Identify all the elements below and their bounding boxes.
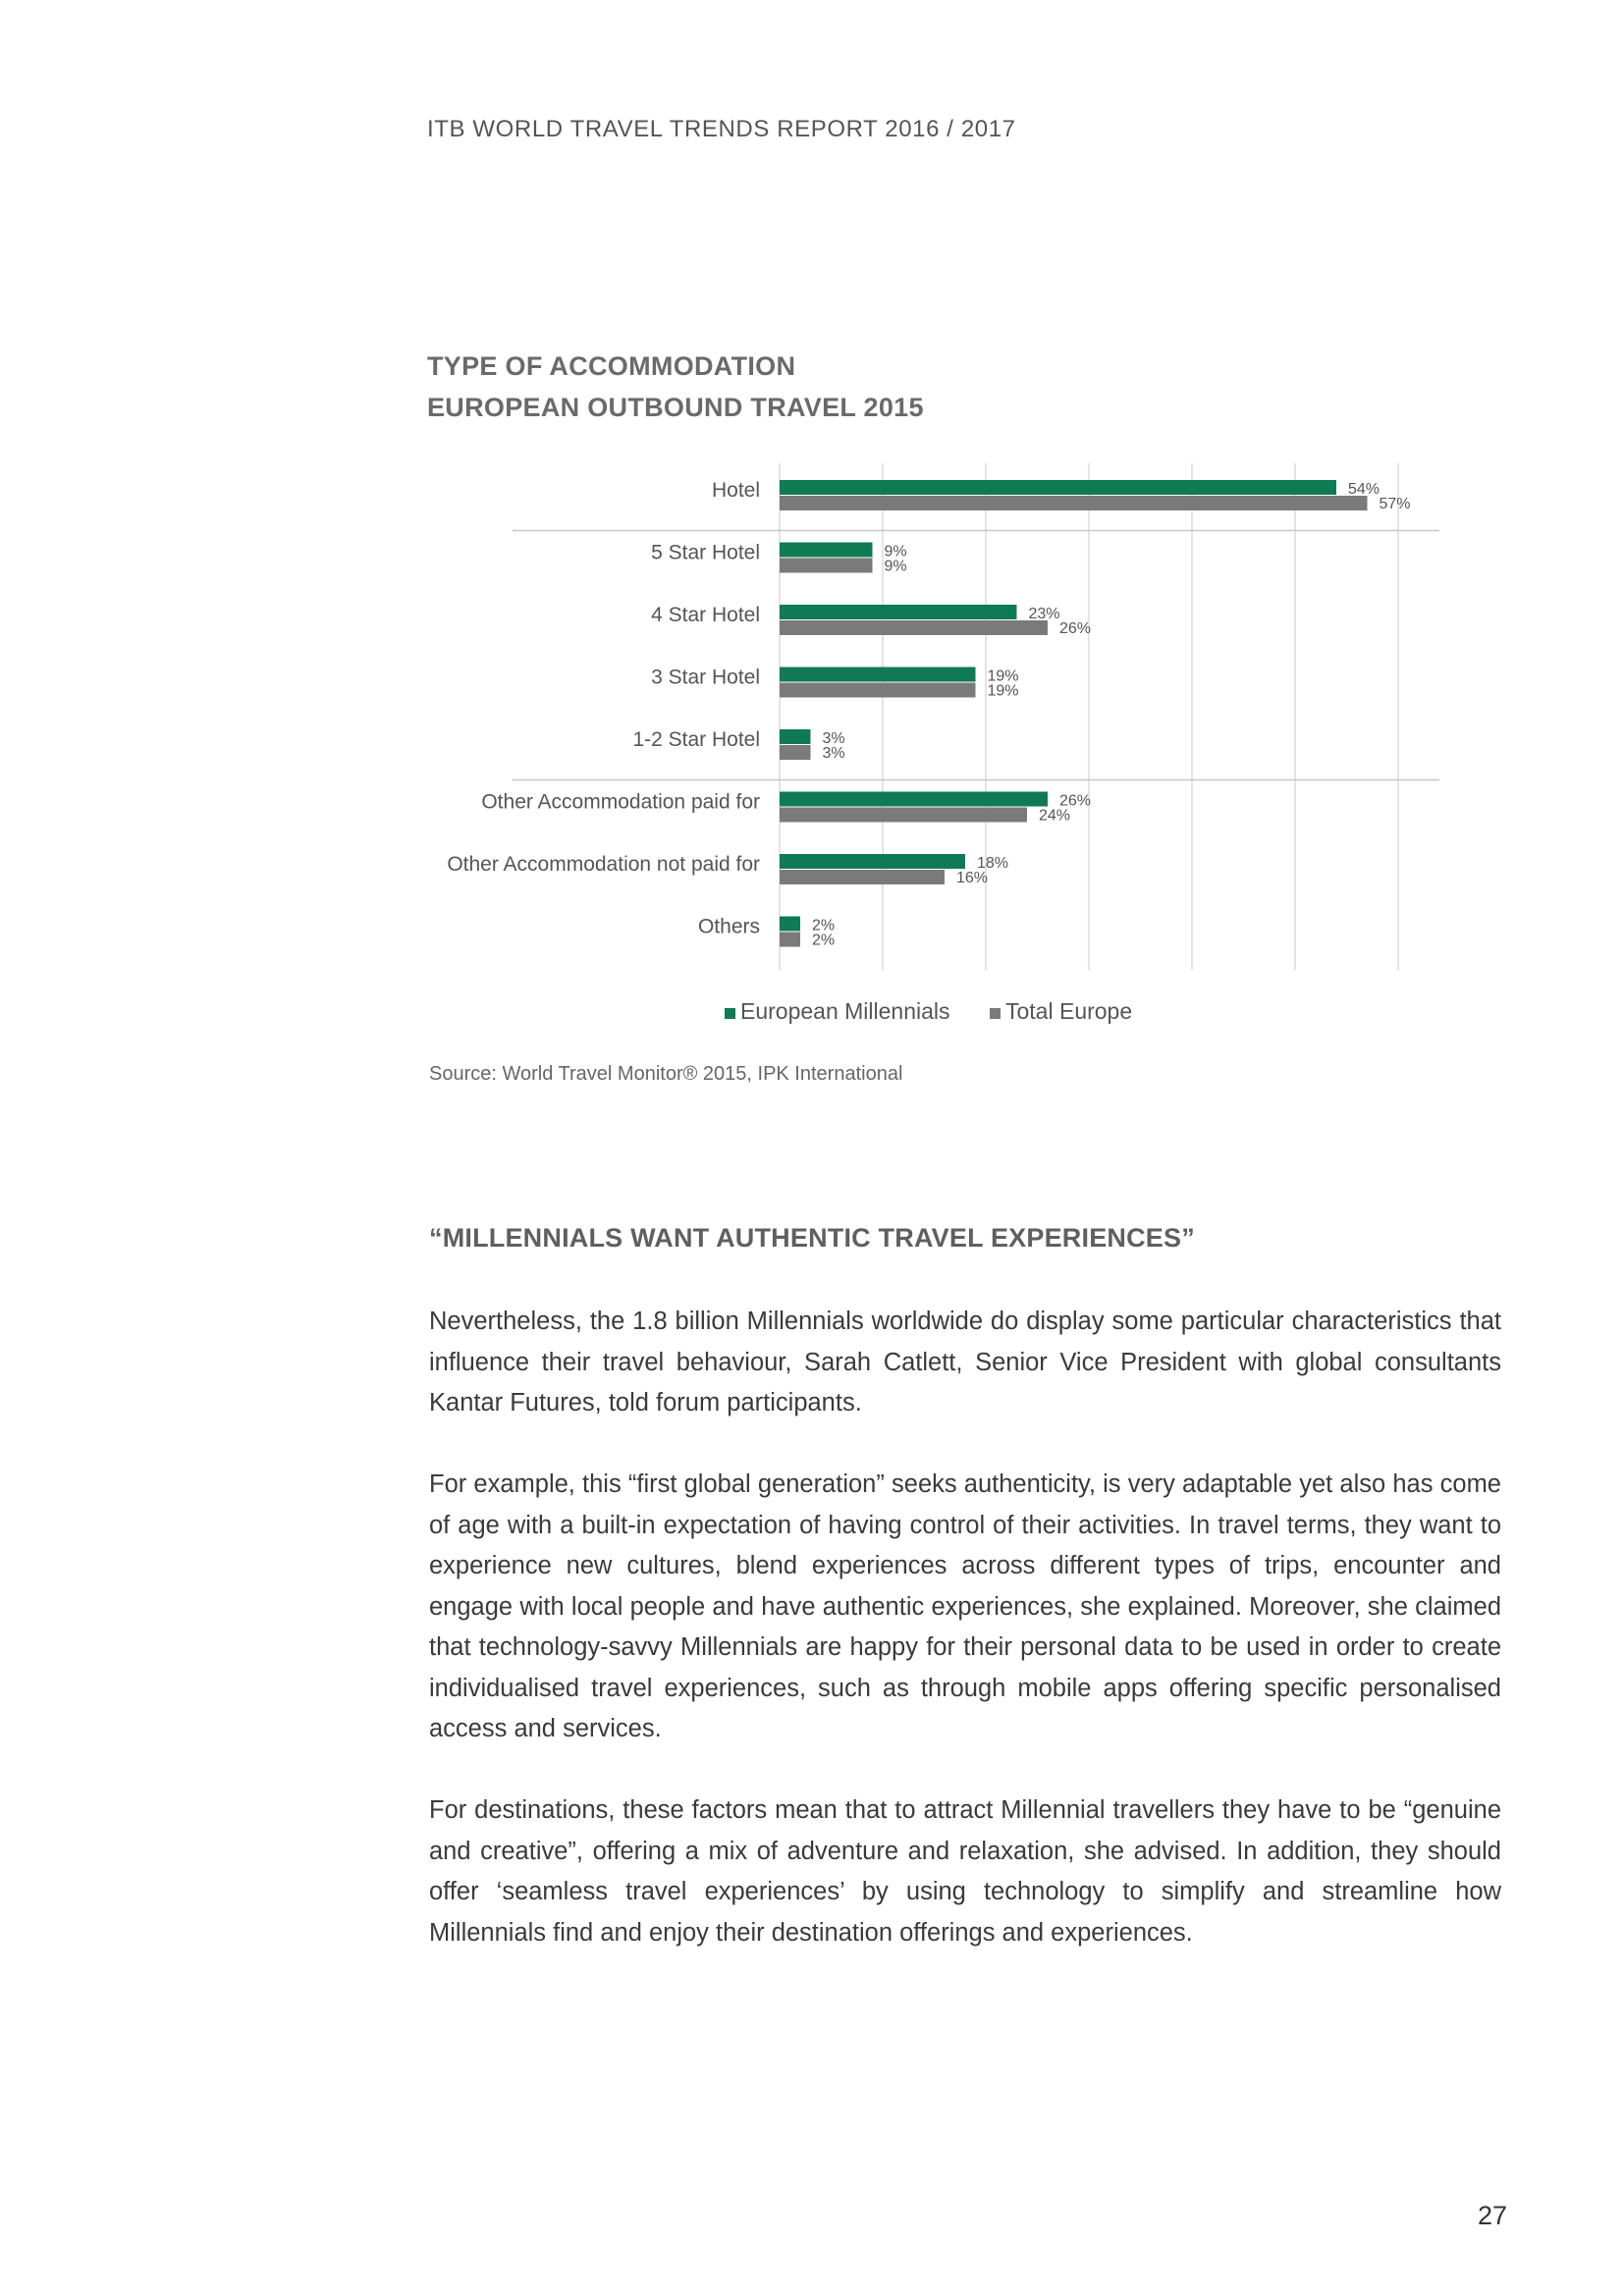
bar-european-millennials [780, 480, 1336, 495]
legend-swatch-total-europe [990, 1008, 1001, 1019]
value-label-total-europe: 2% [812, 932, 836, 949]
value-label-european-millennials: 26% [1059, 792, 1092, 810]
value-label-european-millennials: 3% [822, 730, 845, 747]
legend-label-european-millennials: European Millennials [740, 998, 950, 1024]
chart-source: Source: World Travel Monitor® 2015, IPK International [429, 1063, 903, 1085]
value-label-european-millennials: 54% [1348, 481, 1380, 498]
bar-total-europe [780, 559, 873, 573]
chart-title-line-2: EUROPEAN OUTBOUND TRAVEL 2015 [427, 393, 924, 422]
value-label-total-europe: 26% [1059, 620, 1092, 637]
bar-total-europe [780, 683, 976, 698]
value-label-total-europe: 9% [884, 558, 907, 575]
bar-total-europe [780, 745, 811, 760]
category-label: 5 Star Hotel [651, 541, 760, 564]
category-label: Others [697, 915, 760, 938]
value-label-total-europe: 16% [956, 870, 989, 886]
value-label-total-europe: 24% [1039, 807, 1071, 825]
bar-european-millennials [780, 792, 1048, 807]
bar-european-millennials [780, 854, 965, 869]
accommodation-bar-chart [422, 461, 1453, 1050]
bar-total-europe [780, 496, 1368, 510]
bar-total-europe [780, 870, 945, 884]
chart-title [427, 346, 924, 428]
chart-title-line-1: TYPE OF ACCOMMODATION [427, 351, 796, 381]
body-paragraph-2: For example, this “first global generation” seeks authenticity, is very adaptable yet also has come of age with a built-in expectation of having control of their activities. In travel terms, they want to experience new cultures, blend experiences across different types of trips, encounter and engage with local people and have authentic experiences, she explained. Moreover, she claimed that technology-savvy Millennials are happy for their personal data to be used in order to create individualised travel experiences, such as through mobile apps offering specific personalised access and services. [429, 1470, 1501, 1742]
bar-european-millennials [780, 543, 873, 558]
value-label-european-millennials: 9% [884, 543, 907, 561]
value-label-european-millennials: 19% [987, 667, 1019, 685]
category-label: Other Accommodation paid for [481, 790, 760, 814]
value-label-european-millennials: 23% [1028, 606, 1060, 622]
category-label: 1-2 Star Hotel [632, 728, 760, 751]
bar-european-millennials [780, 667, 976, 682]
body-paragraph-1: Nevertheless, the 1.8 billion Millennials worldwide do display some particular characteristics that influence their travel behaviour, Sarah Catlett, Senior Vice President with global consultants Kantar Futures, told forum participants. [429, 1308, 1501, 1416]
legend-label-total-europe: Total Europe [1005, 998, 1133, 1024]
value-label-european-millennials: 18% [977, 855, 1009, 872]
page-number: 27 [1477, 2201, 1507, 2230]
bar-total-europe [780, 620, 1048, 635]
value-label-european-millennials: 2% [812, 917, 836, 934]
value-label-total-europe: 57% [1379, 496, 1411, 512]
category-label: 3 Star Hotel [651, 666, 760, 689]
value-label-total-europe: 3% [822, 745, 845, 762]
category-label: Hotel [711, 479, 760, 502]
section-heading: “MILLENNIALS WANT AUTHENTIC TRAVEL EXPERIENCES” [429, 1223, 1195, 1253]
value-label-total-europe: 19% [987, 682, 1019, 700]
legend-swatch-european-millennials [725, 1008, 735, 1019]
category-label: Other Accommodation not paid for [447, 853, 760, 876]
category-label: 4 Star Hotel [651, 604, 760, 626]
bar-european-millennials [780, 917, 800, 932]
bar-total-europe [780, 933, 800, 947]
running-header: ITB WORLD TRAVEL TRENDS REPORT 2016 / 2017 [427, 116, 1016, 142]
bar-total-europe [780, 808, 1027, 823]
bar-european-millennials [780, 729, 811, 744]
body-paragraph-3: For destinations, these factors mean that to attract Millennial travellers they have to be “genuine and creative”, offering a mix of adventure and relaxation, she advised. In addition, they should offer ‘seamless travel experiences’ by using technology to simplify and streamline how Millennials find and enjoy their destination offerings and experiences. [429, 1796, 1501, 1947]
bar-european-millennials [780, 605, 1017, 619]
